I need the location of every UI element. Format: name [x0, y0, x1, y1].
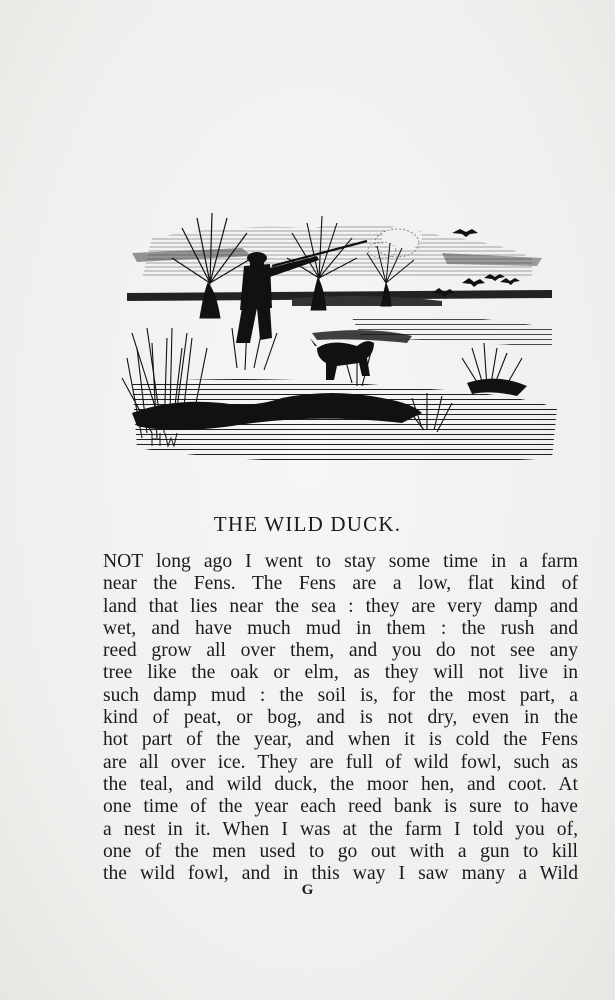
horizon: [127, 290, 552, 306]
text-line: near the Fens. The Fens are a low, flat kind of: [103, 573, 578, 595]
text-line: such damp mud : the soil is, for the most part, a: [103, 684, 578, 706]
text-line: the wild fowl, and in this way I saw many a Wild: [103, 863, 578, 885]
text-line: wet, and have much mud in them : the rush and: [103, 617, 578, 639]
text-line: NOT long ago I went to stay some time in a farm: [103, 551, 578, 572]
text-line: kind of peat, or bog, and is not dry, even in the: [103, 707, 578, 729]
body-text: [103, 551, 578, 885]
text-line: the teal, and wild duck, the moor hen, and coot. At: [103, 773, 578, 795]
text-line: tree like the oak or elm, as they will not live in: [103, 662, 578, 684]
text-line: one time of the year each reed bank is sure to have: [103, 796, 578, 818]
dog-figure: [310, 338, 374, 380]
text-line: are all over ice. They are full of wild fowl, such as: [103, 751, 578, 773]
text-line: reed grow all over them, and you do not see any: [103, 640, 578, 662]
text-line: a nest in it. When I was at the farm I told you of,: [103, 818, 578, 840]
text-line: one of the men used to go out with a gun to kill: [103, 840, 578, 862]
chapter-title: THE WILD DUCK.: [213, 512, 402, 536]
text-line: land that lies near the sea : they are very damp and: [103, 595, 578, 617]
signature-mark: G: [301, 882, 314, 898]
text-line: hot part of the year, and when it is cold the Fens: [103, 729, 578, 751]
wild-duck-illustration: [112, 198, 562, 488]
